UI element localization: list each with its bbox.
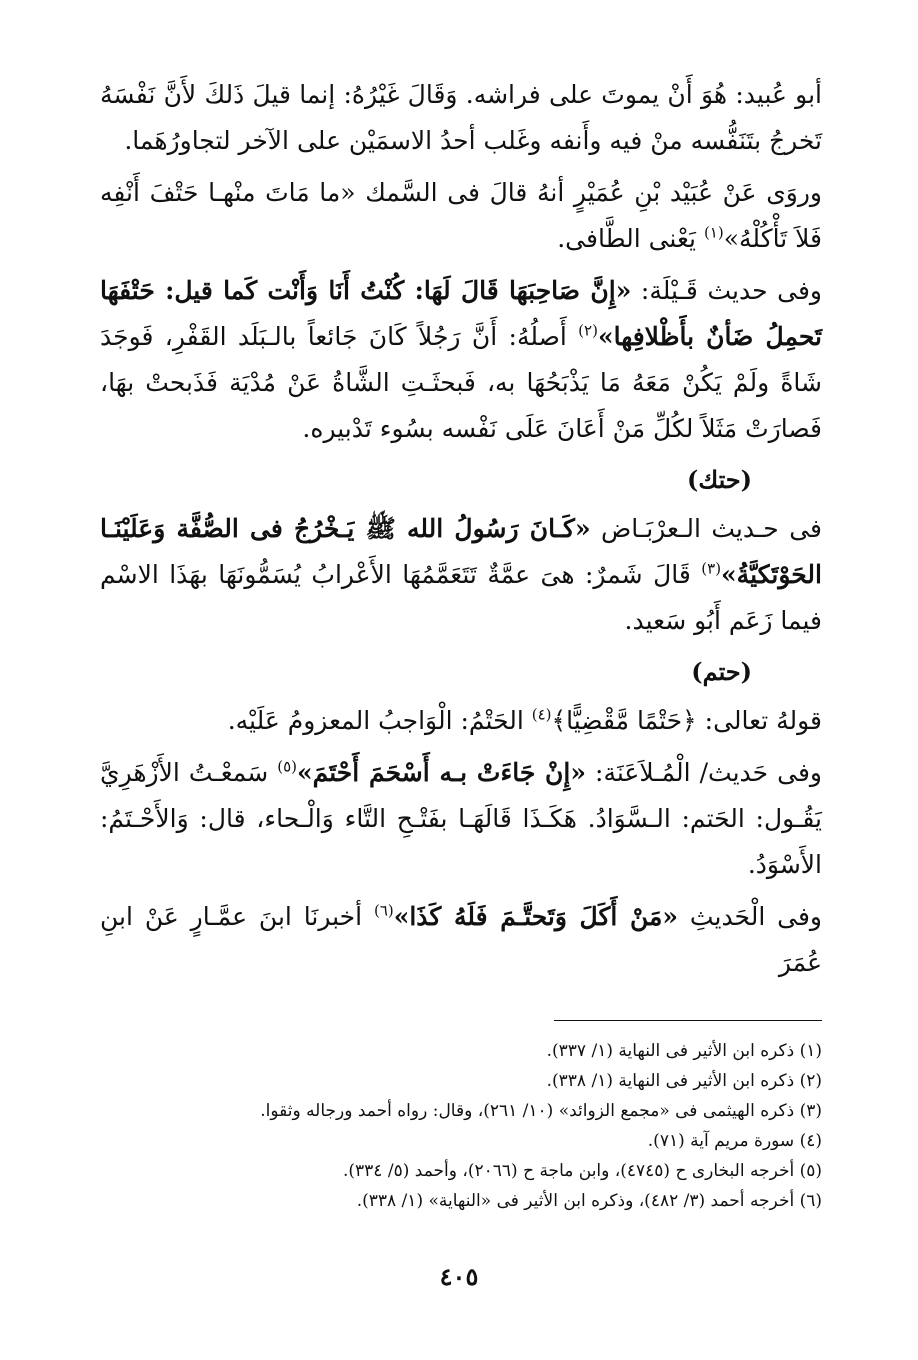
paragraph (100, 750, 822, 888)
hadith-quote: «إِنْ جَاءَتْ بـه أَسْحَمَ أَحْتَمَ» (297, 758, 586, 787)
entry-heading: (حتك) (686, 465, 752, 494)
footnote-ref[interactable]: (٥) (277, 757, 297, 776)
footnote-ref[interactable]: (٣) (701, 559, 722, 578)
footnote: (٤) سورة مريم آية (٧١). (647, 1131, 822, 1151)
footnote-ref[interactable]: (٦) (373, 901, 394, 920)
footnote: (٥) أخرجه البخارى ح (٤٧٤٥)، وابن ماجة ح (٢٠٦٦)، وأحمد (٥/ ٣٣٤). (343, 1161, 822, 1181)
footnote-ref[interactable]: (٤) (531, 705, 552, 724)
paragraph-lead: وفى الْحَديثِ (678, 902, 823, 931)
footnote-ref[interactable]: (٢) (578, 321, 598, 340)
page-number: ٤٠٥ (439, 1262, 479, 1291)
footnote: (٣) ذكره الهيثمى فى «مجمع الزوائد» (١٠/ ٢٦١)، وقال: رواه أحمد ورجاله وثقوا. (260, 1101, 822, 1121)
hadith-quote: «إِنَّ صَاحِبَهَا قَالَ لَهَا: كُنْتُ أَنَا وَأَنْت كَما قيل: حَتْفَهَا تَحمِلُ ضَأنٌ بأَظْلافِها» (100, 276, 822, 351)
paragraph (100, 72, 822, 164)
paragraph-lead: وفى حَديث/ الْمُـلاَعَنَة: (586, 758, 822, 787)
paragraph (100, 170, 822, 262)
quran-quote: ﴿حَتْمًا مَّقْضِيًّا﴾ (551, 706, 697, 735)
hadith-quote: «كَـانَ رَسُولُ الله ﷺ يَـخْرُجُ فى الصُّفَّة وَعَلَيْنَـا الحَوْتَكيَّةُ» (100, 514, 822, 589)
paragraph-text: أخبرنَا ابنَ عمَّـارٍ عَنْ ابنِ عُمَرَ (100, 902, 822, 977)
paragraph-text: يَعْنى الطَّافى. (557, 224, 704, 253)
paragraph-lead: وفى حديث قَـيْلَة: (631, 276, 822, 305)
paragraph-text: الحَتْمُ: الْوَاجبُ المعزومُ عَلَيْه. (227, 706, 532, 735)
paragraph-text: سَمعْـتُ الأَزْهَرِيَّ يَقُـول: الحَتم: الـسَّوَادُ. هَكَـذَا قَالَهَـا بفَتْـحِ التَّاء وَالْـحاء، قال: وَالأَحْـتَمُ: الأَسْوَدُ. (100, 758, 822, 879)
footnote: (٢) ذكره ابن الأثير فى النهاية (١/ ٣٣٨). (546, 1071, 822, 1091)
paragraph-text: قَالَ شَمرٌ: هىَ عمَّةٌ تَتَعَمَّمُهَا الأَعْرابُ يُسَمُّونَهَا بهَذَا الاسْم فيما زَعَم أَبُو سَعيد. (100, 560, 822, 635)
paragraph-text: وروَى عَنْ عُبَيْد بْنِ عُمَيْرٍ أنهُ قالَ فى السَّمك «ما مَاتَ منْهـا حَتْفَ أَنْفِه فَلاَ تَأْكُلْهُ» (100, 178, 822, 253)
paragraph-text: أبو عُبيد: هُوَ أَنْ يموتَ على فراشه. وَقَالَ غَيْرُهُ: إنما قيلَ ذَلكَ لأَنَّ نَفْسَهُ تَخرجُ بتَنَفُّسه منْ فيه وأَنفه وغَلب أحدُ الاسمَيْن على الآخر لتجاورُهَما. (100, 80, 822, 155)
footnote-ref[interactable]: (١) (703, 223, 724, 242)
paragraph-lead: قولهُ تعالى: (696, 706, 822, 735)
footnotes-list (100, 1036, 822, 1216)
hadith-quote: «مَنْ أَكَلَ وَتَحتَّـمَ فَلَهُ كَذَا» (393, 902, 679, 931)
footnote: (١) ذكره ابن الأثير فى النهاية (١/ ٣٣٧). (546, 1041, 822, 1061)
entry-heading: (حتم) (691, 657, 752, 686)
footnote: (٦) أخرجه أحمد (٣/ ٤٨٢)، وذكره ابن الأثير فى «النهاية» (١/ ٣٣٨). (356, 1191, 822, 1211)
paragraph (100, 698, 822, 744)
paragraph-text: أَصلُهُ: أَنَّ رَجُلاً كَانَ جَائعاً بالـبَلَد القَفْرِ، فَوجَدَ شَاةً ولَمْ يَكُنْ مَعَهُ مَا يَذْبَحُهَا به، فَبحثَـتِ الشَّاةُ عَنْ مُدْيَة فَذَبحتْ بهَا، فَصارَتْ مَثَلاً لكُلِّ مَنْ أَعَانَ عَلَى نَفْسه بسُوء تَدْبيره. (100, 322, 822, 443)
paragraph (100, 506, 822, 644)
paragraph (100, 894, 822, 986)
footnote-divider (554, 1020, 822, 1021)
main-text (100, 72, 822, 992)
paragraph (100, 268, 822, 452)
paragraph-lead: فى حـديث الـعرْبَـاض (590, 514, 822, 543)
